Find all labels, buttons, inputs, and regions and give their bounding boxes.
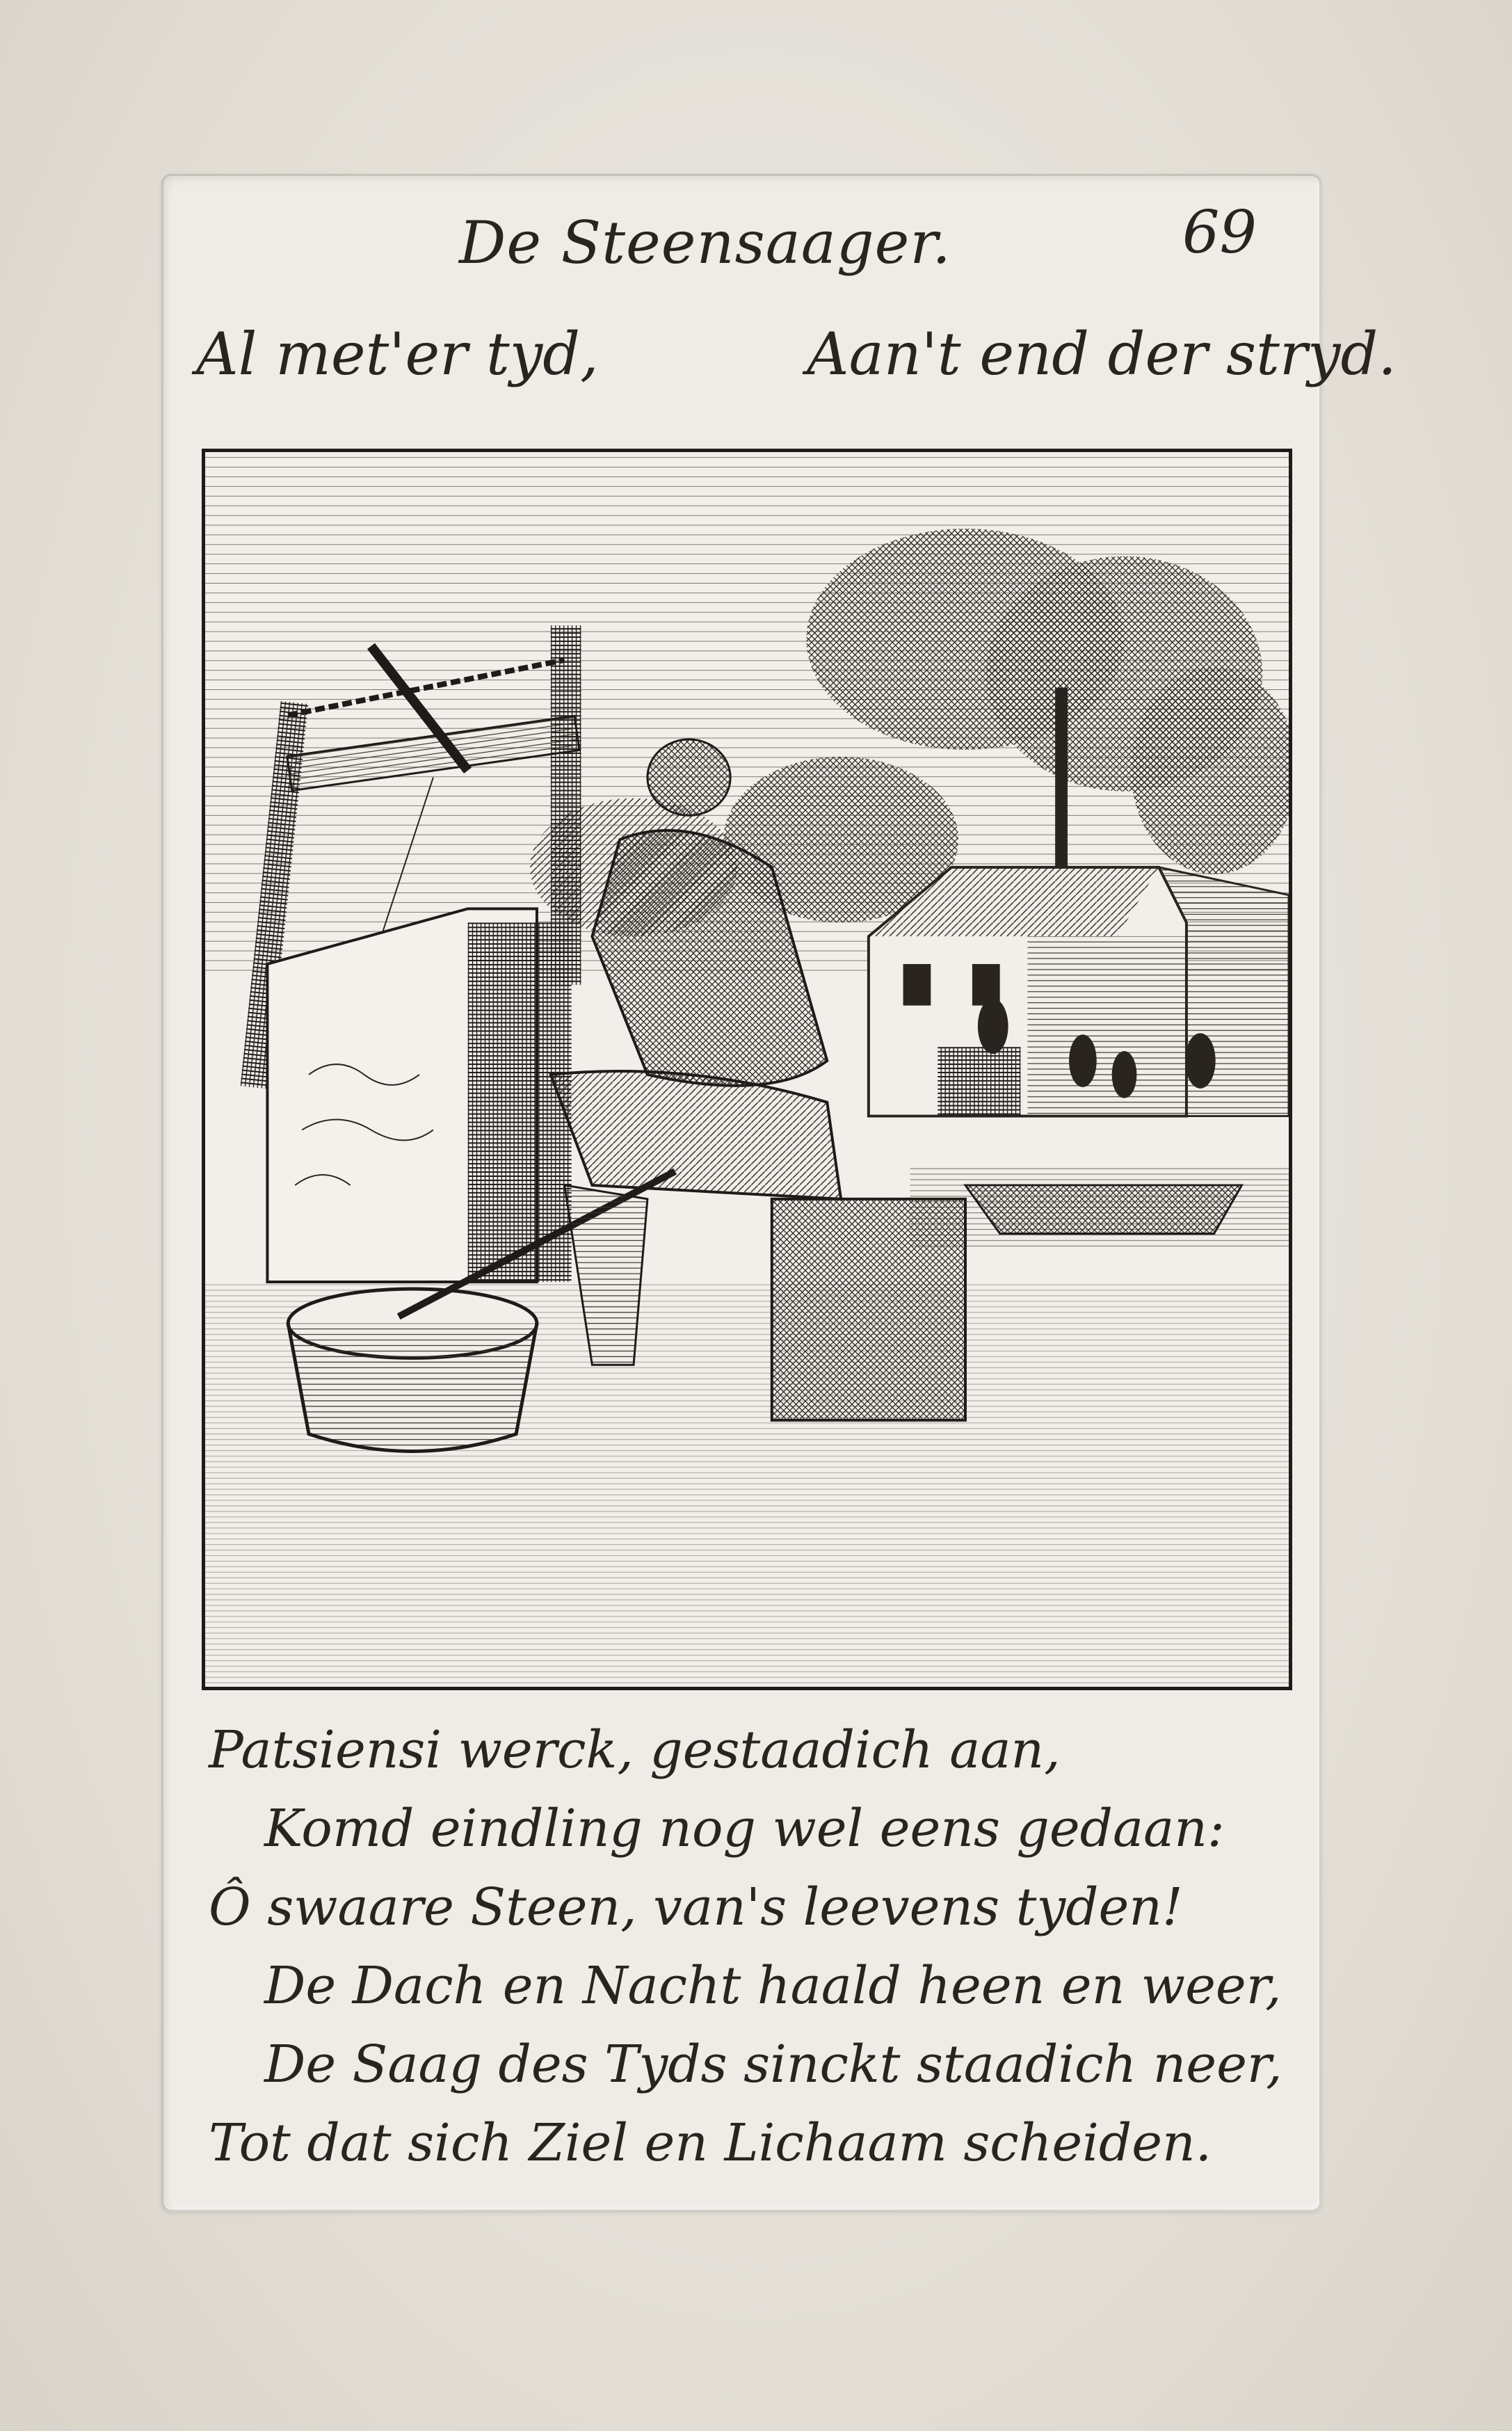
stone-sawyer-scene: [205, 452, 1289, 1687]
motto-right: Aan't end der stryd.: [807, 320, 1397, 388]
verse-line-3: Ô swaare Steen, van's leevens tyden!: [209, 1877, 1183, 1937]
verse-line-6: Tot dat sich Ziel en Lichaam scheiden.: [209, 2113, 1212, 2173]
print-title: De Steensaager.: [459, 209, 951, 277]
verse-line-4: De Dach en Nacht haald heen en weer,: [264, 1956, 1282, 2016]
seat-block: [772, 1199, 965, 1420]
page-number: 69: [1182, 198, 1257, 266]
etching-illustration: [202, 449, 1292, 1690]
verse-line-2: Komd eindling nog wel eens gedaan:: [264, 1799, 1225, 1859]
motto-left: Al met'er tyd,: [196, 320, 599, 388]
verse: [209, 1711, 1335, 2183]
stone-block: [267, 908, 571, 1282]
verse-line-5: De Saag des Tyds sinckt staadich neer,: [264, 2035, 1282, 2094]
boat: [965, 1185, 1241, 1234]
verse-line-1: Patsiensi werck, gestaadich aan,: [209, 1720, 1061, 1780]
